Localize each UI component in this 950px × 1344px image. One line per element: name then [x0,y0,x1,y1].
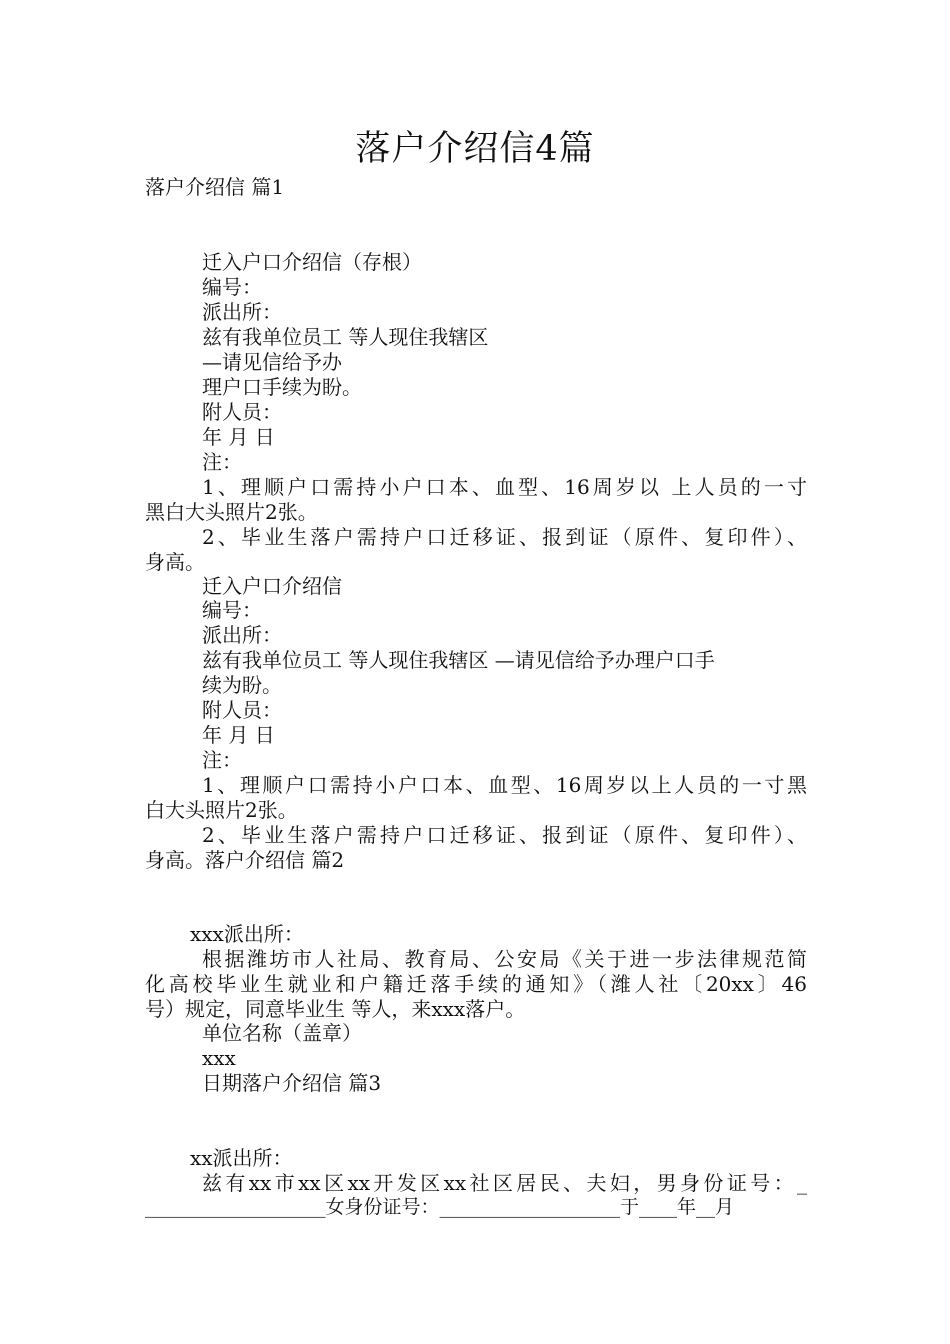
text-line: 编号： [202,275,262,299]
document-title: 落户介绍信4篇 [355,129,595,169]
date-line: 年 月 日 [202,425,275,449]
text-line: 兹有我单位员工 等人现住我辖区 [202,325,489,349]
addressee: xxx派出所： [190,922,304,946]
text-line: xxx [202,1046,236,1070]
note-item: 2、毕业生落户需持户口迁移证、报到证（原件、复印件）、 [202,525,807,549]
addressee: xx派出所： [190,1146,293,1170]
letter-title: 迁入户口介绍信（存根） [202,250,422,274]
note-item: 1、理顺户口需持小户口本、血型、16周岁以上人员的一寸黑 [202,773,807,797]
section-heading: 身高。落户介绍信 篇2 [145,848,345,872]
section-heading: 落户介绍信 篇1 [145,175,285,199]
note-label: 注： [202,450,242,474]
note-label: 注： [202,748,242,772]
text-line: 化高校毕业生就业和户籍迁落手续的通知》（潍人社〔20xx〕46 [145,972,807,996]
note-item: 2、毕业生落户需持户口迁移证、报到证（原件、复印件）、 [202,823,807,847]
date-line: 年 月 日 [202,723,275,747]
text-line: ___________________女身份证号：___________________于____年__月 [145,1196,735,1218]
text-line: 派出所： [202,623,282,647]
text-line: 派出所： [202,300,282,324]
text-line: 身高。 [145,550,205,574]
text-line: 附人员： [202,698,282,722]
text-line: 兹有xx市xx区xx开发区xx社区居民、夫妇，男身份证号：_ [202,1171,807,1195]
text-line: 根据潍坊市人社局、教育局、公安局《关于进一步法律规范简 [202,947,807,971]
text-line: —请见信给予办 [202,350,342,374]
text-line: 编号： [202,598,262,622]
text-line: 理户口手续为盼。 [202,375,362,399]
text-line: 白大头照片2张。 [145,798,298,822]
text-line: 兹有我单位员工 等人现住我辖区 —请见信给予办理户口手 [202,648,715,672]
text-line: 续为盼。 [202,673,282,697]
text-line: 黑白大头照片2张。 [145,500,318,524]
text-line: 附人员： [202,400,282,424]
note-item: 1、理顺户口需持小户口本、血型、16周岁以 上人员的一寸 [202,475,807,499]
letter-title: 迁入户口介绍信 [202,574,342,598]
signature-line: 单位名称（盖章） [202,1021,362,1045]
text-line: 号）规定，同意毕业生 等人，来xxx落户。 [145,997,526,1021]
section-heading: 日期落户介绍信 篇3 [202,1071,382,1095]
